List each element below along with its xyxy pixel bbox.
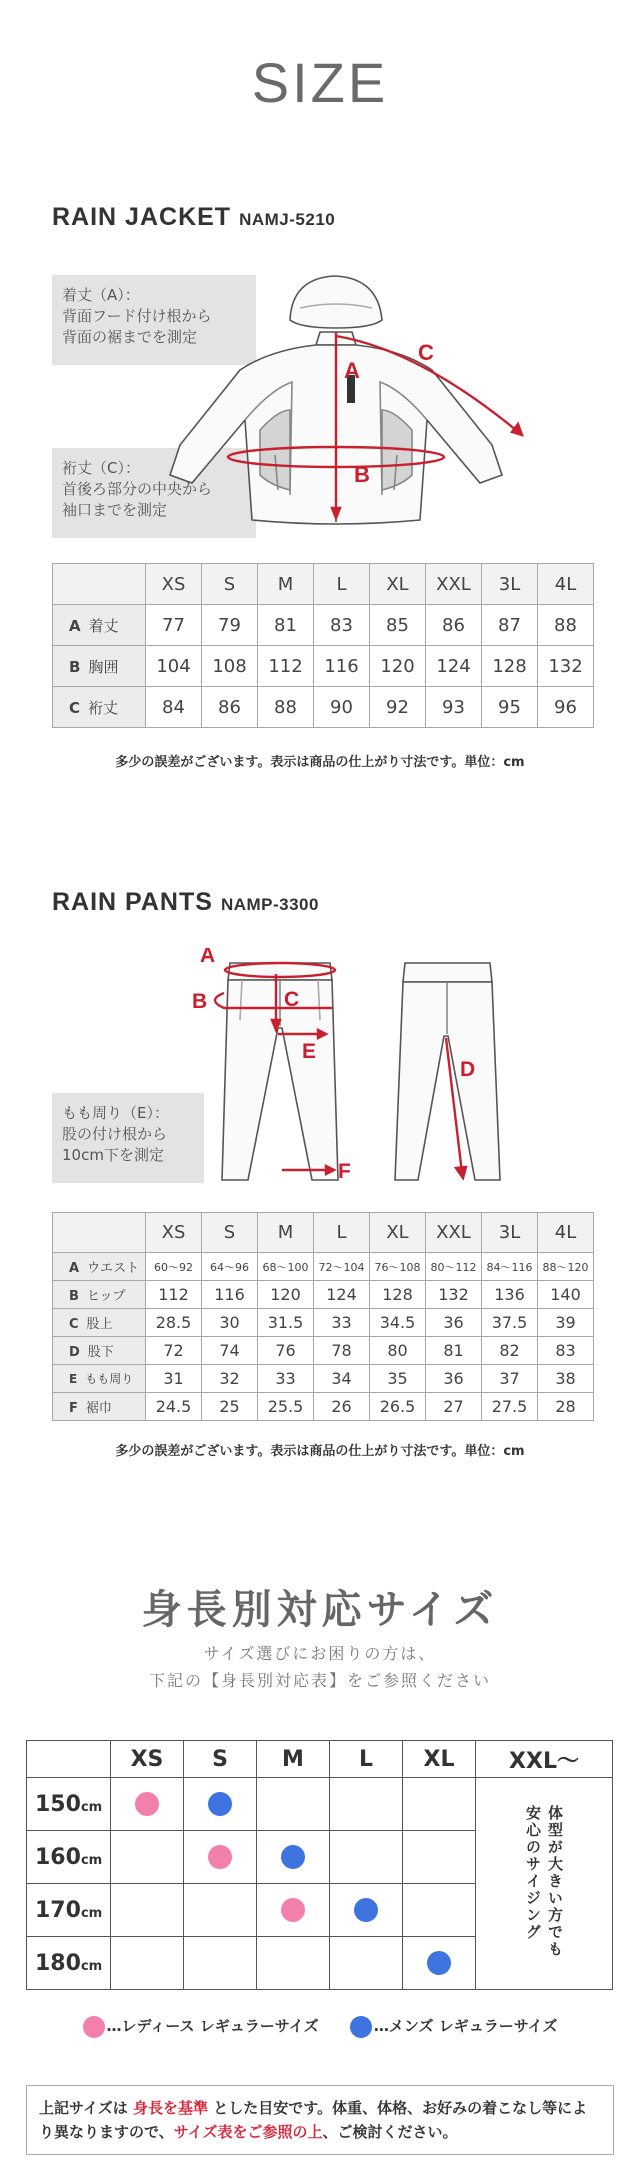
label-c: C — [418, 340, 434, 365]
table-cell: 80〜112 — [426, 1253, 482, 1281]
fit-legend — [0, 2015, 640, 2038]
size-col: 4L — [538, 564, 594, 605]
table-cell: 92 — [370, 687, 426, 728]
table-cell: 60〜92 — [146, 1253, 202, 1281]
label-a: A — [344, 358, 360, 383]
table-cell: 84〜116 — [482, 1253, 538, 1281]
label-c: C — [284, 988, 300, 1011]
jacket-diagram — [150, 270, 540, 540]
row-name: 股下 — [87, 1345, 114, 1360]
table-cell: 33 — [314, 1309, 370, 1337]
table-cell: 34.5 — [370, 1309, 426, 1337]
size-col: 4L — [538, 1213, 594, 1253]
table-cell: 36 — [426, 1365, 482, 1393]
size-col: M — [258, 564, 314, 605]
mens-dot-icon — [350, 2016, 372, 2038]
size-col: L — [314, 1213, 370, 1253]
label-b: B — [354, 462, 370, 487]
pants-front-icon — [222, 963, 338, 1180]
height-label: 150cm — [27, 1778, 111, 1831]
row-name: 裄丈 — [88, 698, 119, 717]
table-row — [53, 1281, 594, 1309]
size-col: XS — [146, 1213, 202, 1253]
ladies-dot-icon — [135, 1792, 159, 1816]
row-key: F — [69, 1401, 78, 1416]
mens-dot-icon — [281, 1845, 305, 1869]
table-row — [53, 1309, 594, 1337]
table-cell: 108 — [202, 646, 258, 687]
table-cell: 116 — [314, 646, 370, 687]
table-cell: 88 — [258, 687, 314, 728]
table-header-row — [53, 1213, 594, 1253]
note-line: 袖口までを測定 — [62, 501, 168, 519]
size-col: M — [258, 1213, 314, 1253]
table-cell: 30 — [202, 1309, 258, 1337]
row-name: 股上 — [86, 1317, 113, 1332]
table-cell: 33 — [258, 1365, 314, 1393]
size-col: XL — [370, 564, 426, 605]
table-row — [53, 687, 594, 728]
table-header-row — [53, 564, 594, 605]
table-cell: 86 — [202, 687, 258, 728]
height-label: 180cm — [27, 1937, 111, 1990]
table-cell: 93 — [426, 687, 482, 728]
table-cell: 27.5 — [482, 1393, 538, 1421]
table-cell: 82 — [482, 1337, 538, 1365]
table-cell: 38 — [538, 1365, 594, 1393]
hood-icon — [290, 276, 382, 328]
height-label: 160cm — [27, 1831, 111, 1884]
mens-dot-icon — [354, 1898, 378, 1922]
fit-col: XL — [403, 1741, 476, 1778]
ladies-dot-icon — [83, 2016, 105, 2038]
table-row — [53, 605, 594, 646]
size-col: XS — [146, 564, 202, 605]
fit-col: XS — [111, 1741, 184, 1778]
size-col: XL — [370, 1213, 426, 1253]
note-line: 背面の裾までを測定 — [62, 328, 198, 346]
table-cell: 90 — [314, 687, 370, 728]
table-row — [53, 1393, 594, 1421]
label-d: D — [460, 1058, 476, 1081]
xxl-note — [476, 1778, 613, 1990]
table-cell: 76 — [258, 1337, 314, 1365]
table-row — [53, 1253, 594, 1281]
fit-guide-subtitle-2: 下記の【身長別対応表】をご参照ください — [148, 1671, 491, 1690]
label-f: F — [338, 1160, 351, 1183]
table-cell: 120 — [258, 1281, 314, 1309]
table-cell: 74 — [202, 1337, 258, 1365]
xxl-note-text: 体型が大きい方でも 安心のサイジング — [524, 1805, 564, 1958]
table-cell: 27 — [426, 1393, 482, 1421]
pants-section-title — [52, 888, 319, 917]
fit-header-row — [27, 1741, 613, 1778]
mens-dot-icon — [208, 1792, 232, 1816]
row-name: ヒップ — [86, 1289, 126, 1304]
notice-emphasis: 身長を基準 — [133, 2099, 209, 2117]
table-cell: 28 — [538, 1393, 594, 1421]
table-cell: 31 — [146, 1365, 202, 1393]
note-line: 裄丈（C）： — [62, 459, 140, 477]
table-cell: 85 — [370, 605, 426, 646]
jacket-size-table — [52, 563, 594, 728]
label-e: E — [302, 1040, 317, 1063]
fit-col: L — [330, 1741, 403, 1778]
page-title: SIZE — [251, 51, 389, 114]
row-key: A — [69, 1261, 80, 1276]
table-cell: 116 — [202, 1281, 258, 1309]
table-cell: 88 — [538, 605, 594, 646]
table-row — [53, 1337, 594, 1365]
table-cell: 88〜120 — [538, 1253, 594, 1281]
fit-guide-title: 身長別対応サイズ — [141, 1587, 499, 1633]
table-cell: 26 — [314, 1393, 370, 1421]
table-cell: 37.5 — [482, 1309, 538, 1337]
table-cell: 25 — [202, 1393, 258, 1421]
table-cell: 76〜108 — [370, 1253, 426, 1281]
fit-col: XXL〜 — [476, 1741, 613, 1778]
table-cell: 95 — [482, 687, 538, 728]
jacket-title: RAIN JACKET — [52, 203, 232, 231]
row-name: ウエスト — [87, 1261, 140, 1276]
note-line: 10cm下を測定 — [62, 1146, 164, 1164]
pants-note-thigh — [52, 1093, 204, 1183]
table-cell: 112 — [258, 646, 314, 687]
table-cell: 78 — [314, 1337, 370, 1365]
table-cell: 72 — [146, 1337, 202, 1365]
table-cell: 26.5 — [370, 1393, 426, 1421]
note-line: 股の付け根から — [62, 1125, 168, 1143]
note-line: もも周り（E）： — [62, 1104, 169, 1122]
legend-mens: …メンズ レギュラーサイズ — [373, 2017, 558, 2035]
jacket-section-title — [52, 203, 335, 232]
table-cell: 140 — [538, 1281, 594, 1309]
row-key: E — [69, 1372, 78, 1386]
height-label: 170cm — [27, 1884, 111, 1937]
row-key: C — [69, 698, 81, 717]
fit-guide-subtitle-1: サイズ選びにお困りの方は、 — [203, 1644, 437, 1663]
table-cell: 112 — [146, 1281, 202, 1309]
table-cell: 64〜96 — [202, 1253, 258, 1281]
table-cell: 81 — [258, 605, 314, 646]
note-line: 着丈（A）： — [62, 286, 140, 304]
notice-emphasis: サイズ表をご参照の上 — [173, 2123, 323, 2141]
label-a: A — [200, 948, 216, 967]
table-cell: 87 — [482, 605, 538, 646]
ladies-dot-icon — [281, 1898, 305, 1922]
pants-code: NAMP-3300 — [220, 895, 319, 914]
table-cell: 72〜104 — [314, 1253, 370, 1281]
table-cell: 84 — [146, 687, 202, 728]
table-cell: 31.5 — [258, 1309, 314, 1337]
table-cell: 37 — [482, 1365, 538, 1393]
table-cell: 86 — [426, 605, 482, 646]
table-cell: 124 — [426, 646, 482, 687]
pants-disclaimer: 多少の誤差がございます。表示は商品の仕上がり寸法です。単位：cm — [115, 1444, 525, 1459]
row-key: D — [69, 1345, 80, 1360]
note-line: 背面フード付け根から — [62, 307, 212, 325]
table-cell: 28.5 — [146, 1309, 202, 1337]
size-col: 3L — [482, 1213, 538, 1253]
fit-col: S — [184, 1741, 257, 1778]
table-cell: 124 — [314, 1281, 370, 1309]
legend-ladies: …レディース レギュラーサイズ — [106, 2017, 319, 2035]
pants-diagram — [190, 948, 530, 1198]
table-cell: 32 — [202, 1365, 258, 1393]
table-cell: 83 — [314, 605, 370, 646]
row-name: 胸囲 — [88, 657, 119, 676]
jacket-disclaimer: 多少の誤差がございます。表示は商品の仕上がり寸法です。単位：cm — [115, 755, 525, 770]
size-col: XXL — [426, 1213, 482, 1253]
table-cell: 132 — [426, 1281, 482, 1309]
table-cell: 35 — [370, 1365, 426, 1393]
table-cell: 79 — [202, 605, 258, 646]
size-col: XXL — [426, 564, 482, 605]
table-row — [53, 1365, 594, 1393]
table-cell: 120 — [370, 646, 426, 687]
height-fit-table — [26, 1740, 613, 1990]
table-cell: 68〜100 — [258, 1253, 314, 1281]
table-cell: 39 — [538, 1309, 594, 1337]
size-col: S — [202, 1213, 258, 1253]
row-key: B — [69, 1289, 79, 1304]
table-row — [53, 646, 594, 687]
table-cell: 104 — [146, 646, 202, 687]
table-cell: 25.5 — [258, 1393, 314, 1421]
size-col: L — [314, 564, 370, 605]
pants-size-table — [52, 1212, 594, 1421]
table-cell: 83 — [538, 1337, 594, 1365]
size-col: S — [202, 564, 258, 605]
label-b: B — [192, 990, 208, 1013]
note-line: 首後ろ部分の中央から — [62, 480, 213, 498]
mens-dot-icon — [427, 1951, 451, 1975]
ladies-dot-icon — [208, 1845, 232, 1869]
pants-back-icon — [395, 963, 500, 1180]
fit-row — [27, 1778, 613, 1831]
fit-col: M — [257, 1741, 330, 1778]
table-cell: 34 — [314, 1365, 370, 1393]
table-cell: 80 — [370, 1337, 426, 1365]
row-key: C — [69, 1317, 79, 1332]
table-cell: 136 — [482, 1281, 538, 1309]
row-name: もも周り — [85, 1372, 134, 1386]
jacket-code: NAMJ-5210 — [239, 210, 336, 229]
row-key: B — [69, 657, 81, 676]
size-col: 3L — [482, 564, 538, 605]
table-cell: 132 — [538, 646, 594, 687]
table-cell: 36 — [426, 1309, 482, 1337]
table-cell: 24.5 — [146, 1393, 202, 1421]
table-cell: 128 — [370, 1281, 426, 1309]
table-cell: 96 — [538, 687, 594, 728]
table-cell: 128 — [482, 646, 538, 687]
row-key: A — [69, 616, 81, 635]
table-cell: 77 — [146, 605, 202, 646]
row-name: 着丈 — [88, 616, 119, 635]
row-name: 裾巾 — [85, 1401, 112, 1416]
table-cell: 81 — [426, 1337, 482, 1365]
sizing-notice: 上記サイズは 身長を基準 とした目安です。体重、体格、お好みの着こなし等により異なりますので、サイズ表をご参照の上、ご検討ください。 — [26, 2085, 614, 2155]
pants-title: RAIN PANTS — [52, 888, 213, 916]
